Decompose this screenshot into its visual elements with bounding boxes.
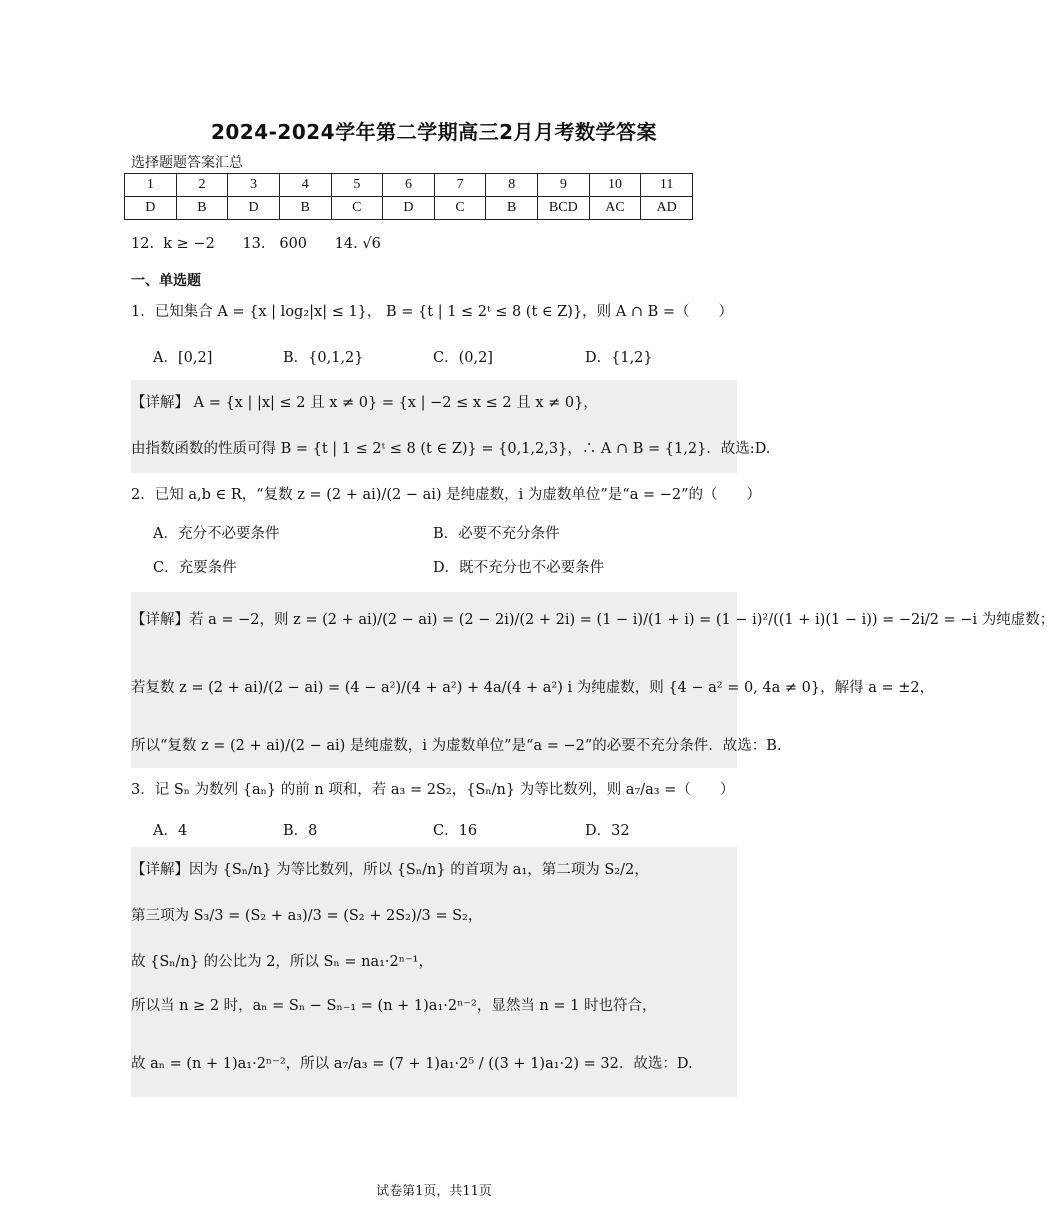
table-cell-number: 4 [279, 174, 331, 197]
question-3-detail-line-1: 【详解】因为 {Sₙ/n} 为等比数列，所以 {Sₙ/n} 的首项为 a₁，第二项为 S₂/2， [131, 862, 649, 878]
question-1-stem: 1．已知集合 A = {x | log₂|x| ≤ 1}， B = {t | 1 ≤ 2ᵗ ≤ 8 (t ∈ Z)}，则 A ∩ B =（ ） [131, 304, 734, 320]
question-1-option-a: A．[0,2] [153, 350, 213, 366]
table-cell-answer: C [434, 197, 486, 220]
table-cell-answer: BCD [538, 197, 590, 220]
table-cell-number: 5 [331, 174, 383, 197]
question-2-option-c: C．充要条件 [153, 560, 237, 576]
question-3-option-b: B．8 [283, 823, 318, 839]
table-cell-number: 7 [434, 174, 486, 197]
question-3-detail-line-2: 第三项为 S₃/3 = (S₂ + a₃)/3 = (S₂ + 2S₂)/3 = S₂， [131, 908, 483, 924]
question-1-detail-line-1: 【详解】 A = {x | |x| ≤ 2 且 x ≠ 0} = {x | −2 ≤ x ≤ 2 且 x ≠ 0}， [131, 395, 598, 411]
table-cell-number: 8 [486, 174, 538, 197]
fill-answers: 12. k ≥ −2 13. 600 14. √6 [131, 236, 381, 252]
question-1-option-c: C．(0,2] [433, 350, 493, 366]
question-3-option-d: D．32 [585, 823, 630, 839]
answer-table [124, 173, 693, 220]
question-3-detail-line-4: 所以当 n ≥ 2 时，aₙ = Sₙ − Sₙ₋₁ = (n + 1)a₁·2ⁿ⁻²，显然当 n = 1 时也符合， [131, 998, 657, 1014]
summary-label: 选择题题答案汇总 [131, 155, 243, 171]
table-cell-number: 6 [383, 174, 435, 197]
table-cell-answer: B [279, 197, 331, 220]
table-cell-answer: B [176, 197, 228, 220]
question-2-option-a: A．充分不必要条件 [153, 526, 280, 542]
table-cell-number: 3 [228, 174, 280, 197]
question-2-detail-line-2: 若复数 z = (2 + ai)/(2 − ai) = (4 − a²)/(4 + a²) + 4a/(4 + a²) i 为纯虚数，则 {4 − a² = 0, 4a ≠ 0}，解得 a = ±2， [131, 680, 935, 696]
table-cell-answer: B [486, 197, 538, 220]
answer-table-number-row [125, 174, 693, 197]
table-cell-number: 9 [538, 174, 590, 197]
question-3-stem: 3．记 Sₙ 为数列 {aₙ} 的前 n 项和，若 a₃ = 2S₂，{Sₙ/n} 为等比数列，则 a₇/a₃ =（ ） [131, 782, 735, 798]
question-1-option-d: D．{1,2} [585, 350, 653, 366]
question-3-option-a: A．4 [153, 823, 188, 839]
question-2-option-b: B．必要不充分条件 [433, 526, 560, 542]
question-2-stem: 2．已知 a,b ∈ R，“复数 z = (2 + ai)/(2 − ai) 是纯虚数，i 为虚数单位”是“a = −2”的（ ） [131, 487, 762, 503]
page-footer: 试卷第1页，共11页 [376, 1184, 492, 1199]
table-cell-answer: C [331, 197, 383, 220]
question-3-detail-line-5: 故 aₙ = (n + 1)a₁·2ⁿ⁻²，所以 a₇/a₃ = (7 + 1)a₁·2⁵ / ((3 + 1)a₁·2) = 32．故选：D. [131, 1056, 693, 1072]
answer-table-answer-row [125, 197, 693, 220]
question-2-detail-line-3: 所以“复数 z = (2 + ai)/(2 − ai) 是纯虚数，i 为虚数单位”是“a = −2”的必要不充分条件．故选：B. [131, 738, 782, 754]
question-1-option-b: B．{0,1,2} [283, 350, 364, 366]
table-cell-answer: AD [641, 197, 693, 220]
section-title: 一、单选题 [131, 273, 201, 289]
question-2-detail-line-1: 【详解】若 a = −2，则 z = (2 + ai)/(2 − ai) = (2 − 2i)/(2 + 2i) = (1 − i)/(1 + i) = (1 − i)²/((1 + i)(1 − i)) = −2i/2 = −i 为纯虚数； [131, 612, 1054, 628]
table-cell-answer: D [125, 197, 177, 220]
table-cell-number: 2 [176, 174, 228, 197]
question-1-detail-line-2: 由指数函数的性质可得 B = {t | 1 ≤ 2ᵗ ≤ 8 (t ∈ Z)} = {0,1,2,3}，∴ A ∩ B = {1,2}．故选:D. [131, 441, 771, 457]
table-cell-answer: D [228, 197, 280, 220]
question-3-option-c: C．16 [433, 823, 478, 839]
page-title: 2024-2024学年第二学期高三2月月考数学答案 [210, 120, 658, 144]
table-cell-answer: D [383, 197, 435, 220]
question-2-option-d: D．既不充分也不必要条件 [433, 560, 605, 576]
table-cell-number: 10 [589, 174, 641, 197]
question-3-detail-line-3: 故 {Sₙ/n} 的公比为 2，所以 Sₙ = na₁·2ⁿ⁻¹， [131, 954, 433, 970]
table-cell-number: 11 [641, 174, 693, 197]
table-cell-number: 1 [125, 174, 177, 197]
table-cell-answer: AC [589, 197, 641, 220]
